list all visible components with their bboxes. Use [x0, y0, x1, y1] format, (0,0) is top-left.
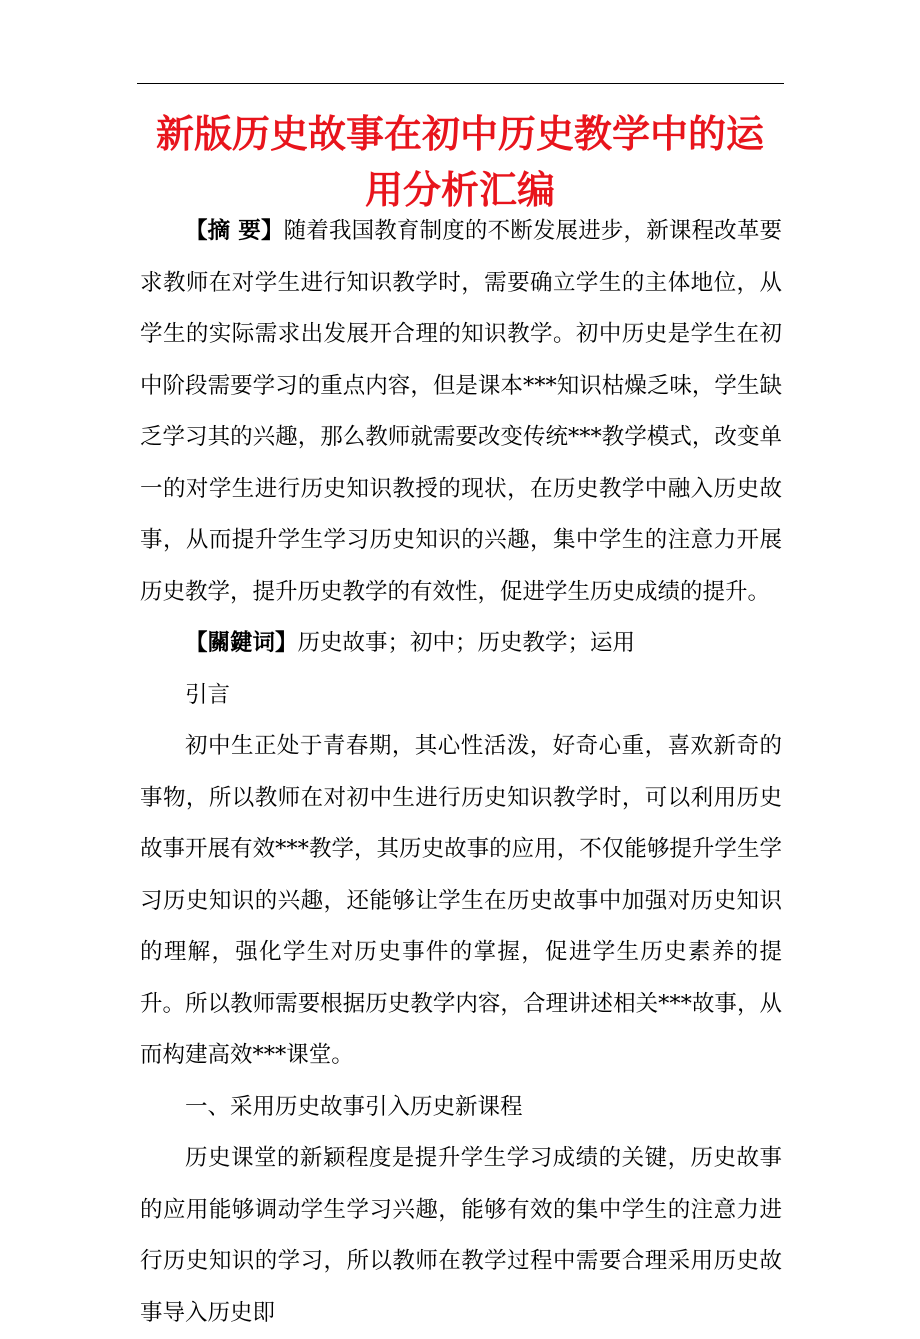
keywords-paragraph — [140, 618, 782, 670]
header-rule — [137, 83, 784, 84]
keywords-text: 历史故事；初中；历史教学；运用 — [297, 630, 636, 656]
section1-heading: 一、采用历史故事引入历史新课程 — [185, 1093, 523, 1120]
section1-paragraph: 历史课堂的新颖程度是提升学生学习成绩的关键，历史故事的应用能够调动学生学习兴趣，能够有效的集中学生的注意力进行历史知识的学习，所以教师在教学过程中需要合理采用历史故事导入历史即 — [140, 1145, 782, 1326]
document-body — [140, 206, 782, 1339]
keywords-label: 【關鍵词】 — [185, 630, 298, 656]
document-title: 新版历史故事在初中历史教学中的运用分析汇编 — [155, 111, 764, 212]
intro-heading: 引言 — [185, 681, 231, 708]
abstract-label: 【摘 要】 — [185, 218, 284, 244]
intro-paragraph: 初中生正处于青春期，其心性活泼，好奇心重，喜欢新奇的事物，所以教师在对初中生进行历史知识教学时，可以利用历史故事开展有效***教学，其历史故事的应用，不仅能够提升学生学习历史知识的兴趣，还能够让学生在历史故事中加强对历史知识的理解，强化学生对历史事件的掌握，促进学生历史素养的提升。所以教师需要根据历史教学内容，合理讲述相关***故事，从而构建高效***课堂。 — [140, 733, 782, 1068]
abstract-text: 随着我国教育制度的不断发展进步，新课程改革要求教师在对学生进行知识教学时，需要确立学生的主体地位，从学生的实际需求出发展开合理的知识教学。初中历史是学生在初中阶段需要学习的重点内容，但是课本***知识枯燥乏味，学生缺乏学习其的兴趣，那么教师就需要改变传统***教学模式，改变单一的对学生进行历史知识教授的现状，在历史教学中融入历史故事，从而提升学生学习历史知识的兴趣，集中学生的注意力开展历史教学，提升历史教学的有效性，促进学生历史成绩的提升。 — [140, 218, 782, 605]
abstract-paragraph — [140, 206, 782, 618]
